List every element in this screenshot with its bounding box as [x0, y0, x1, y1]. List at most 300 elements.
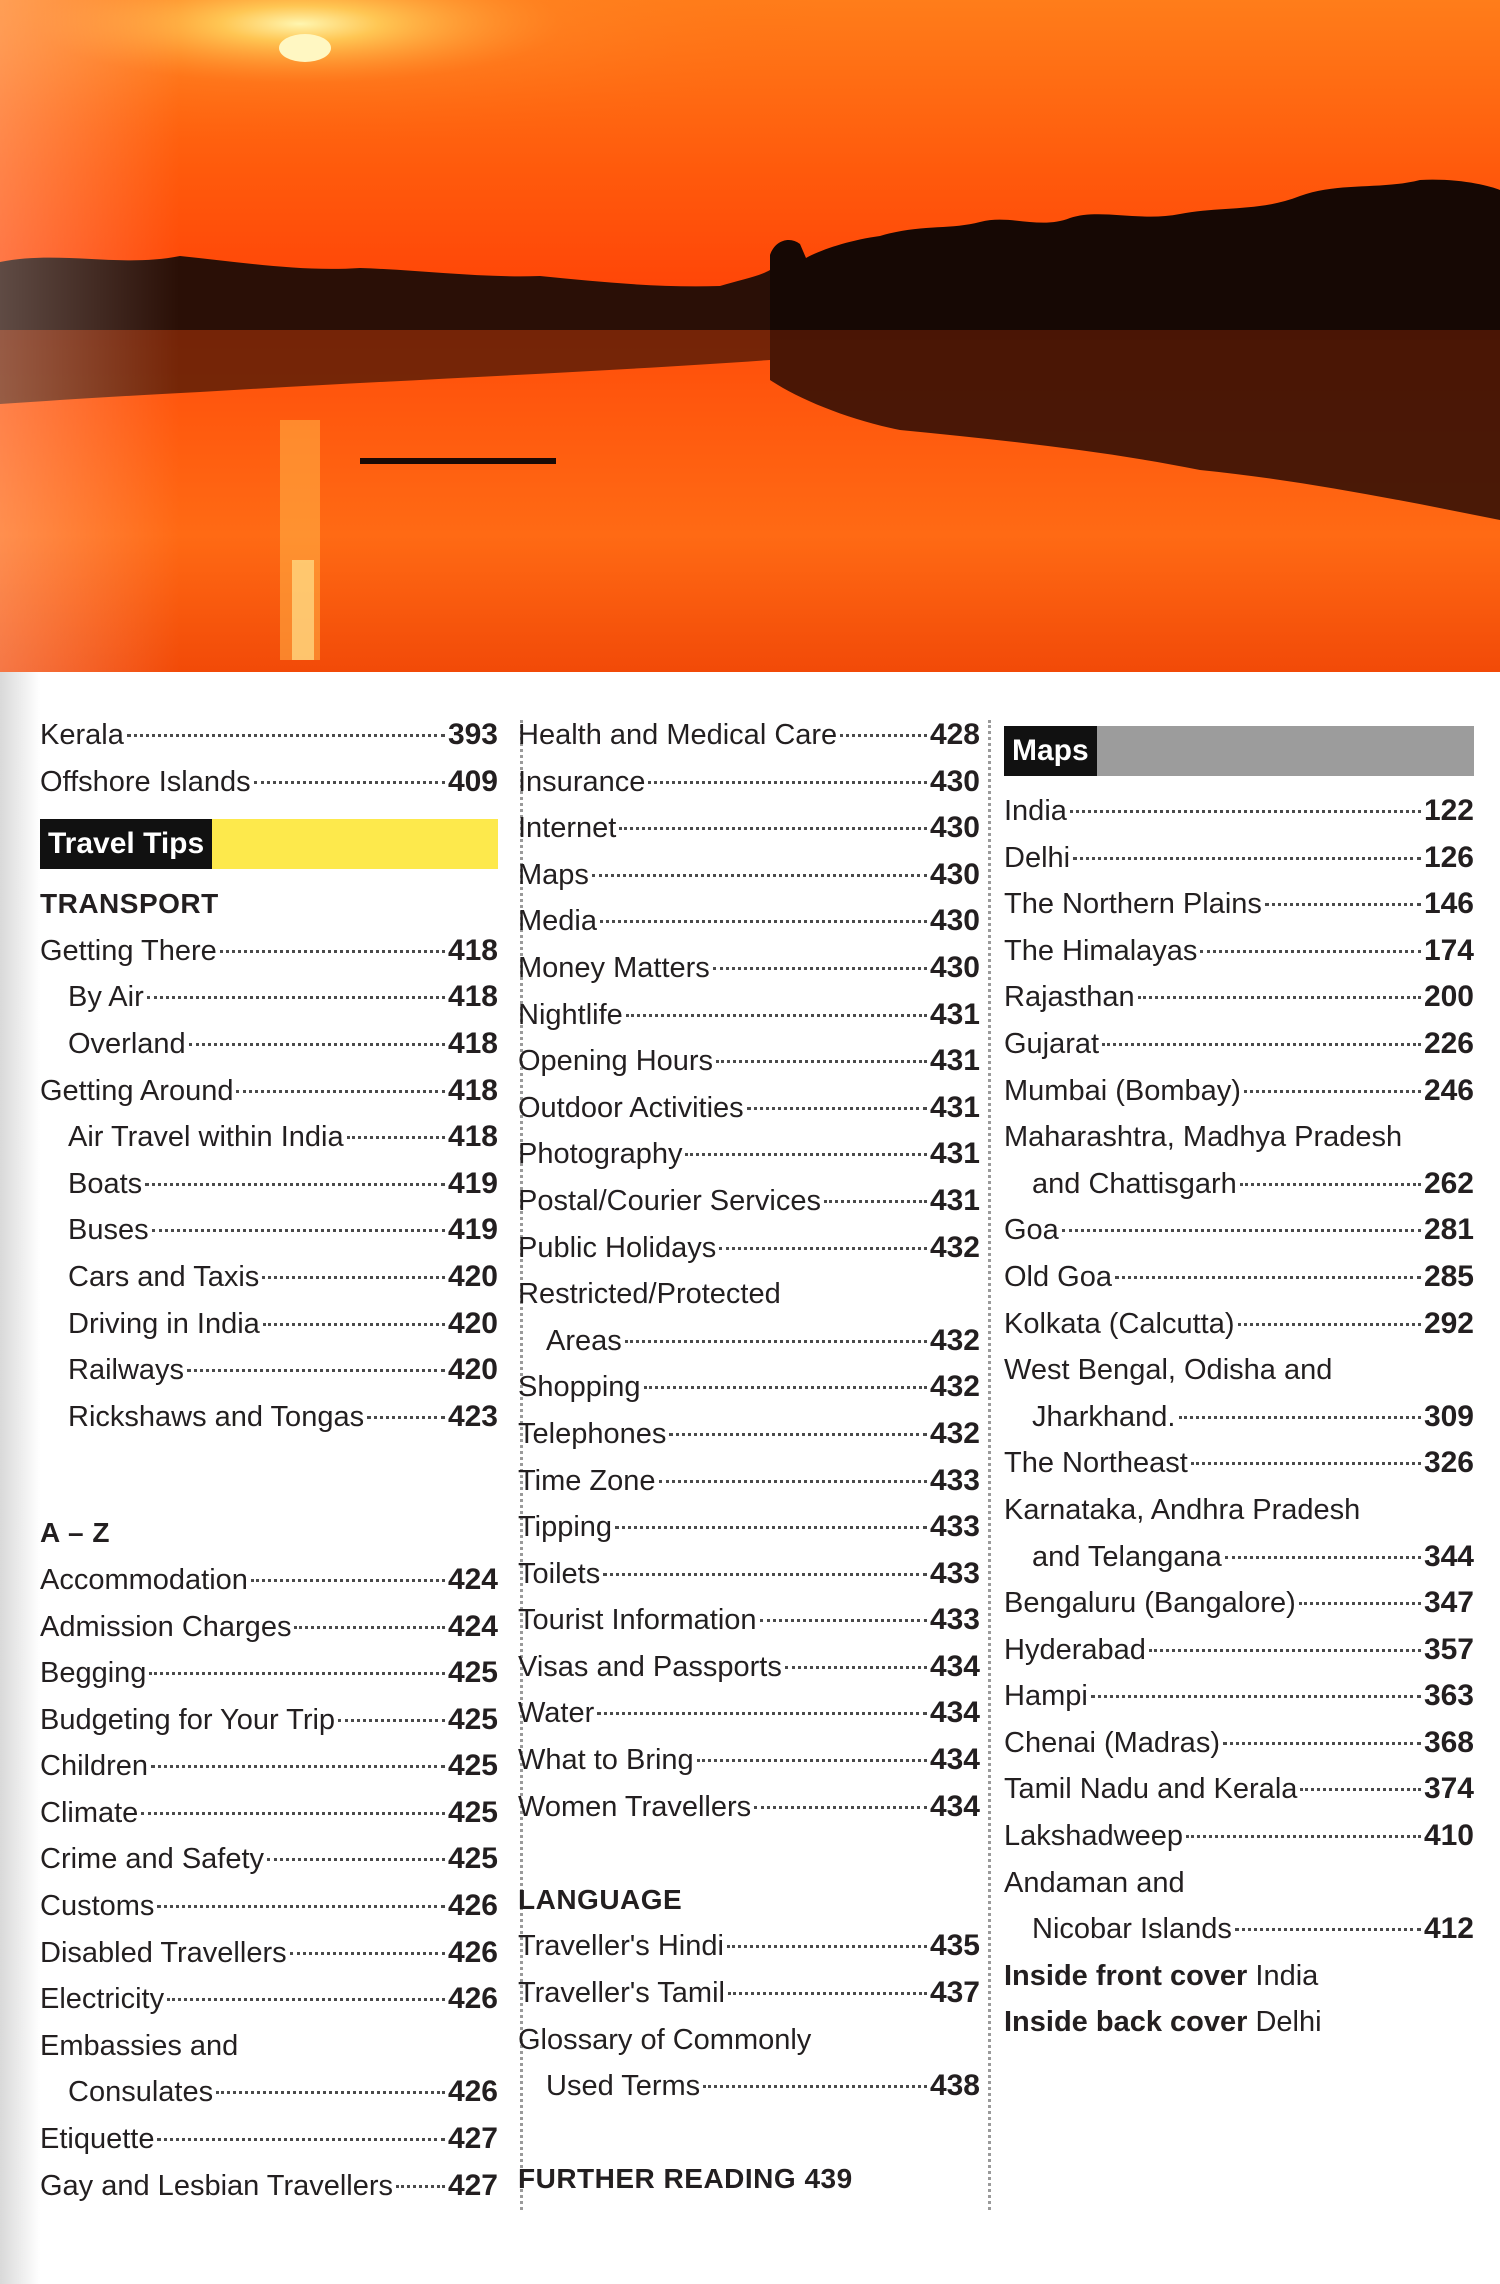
toc-entry-page: 431 [929, 997, 980, 1031]
dot-leader [294, 1626, 444, 1629]
toc-entry-page: 433 [929, 1603, 980, 1637]
toc-entry-page: 309 [1423, 1399, 1474, 1433]
dot-leader [1186, 1835, 1421, 1838]
dot-leader [254, 781, 445, 784]
toc-entry-page: 146 [1423, 887, 1474, 921]
maps-list [1004, 788, 1474, 1953]
toc-entry-label: and Telangana [1032, 1540, 1222, 1573]
dot-leader [189, 1043, 445, 1046]
toc-entry[interactable] [1004, 1068, 1474, 1115]
toc-entry-label: Disabled Travellers [40, 1936, 287, 1969]
toc-entry-label: Water [518, 1697, 595, 1730]
spacer [40, 1440, 498, 1510]
toc-entry-label: India [1004, 795, 1067, 827]
toc-entry-label: Driving in India [68, 1307, 260, 1340]
toc-entry[interactable] [1004, 1487, 1474, 1534]
toc-entry-label: Kolkata (Calcutta) [1004, 1307, 1235, 1340]
toc-entry-kerala[interactable] [40, 712, 498, 759]
toc-entry[interactable] [1004, 1860, 1474, 1907]
toc-entry[interactable] [40, 1394, 498, 1441]
column-divider [988, 720, 991, 2210]
toc-entry[interactable] [518, 1038, 980, 1085]
toc-entry-page: 433 [929, 1556, 980, 1590]
toc-entry-page: 285 [1423, 1259, 1474, 1293]
dot-leader [840, 734, 927, 737]
toc-entry-label: Delhi [1004, 841, 1071, 874]
toc-entry[interactable] [518, 805, 980, 852]
toc-entry-page: 423 [447, 1399, 498, 1433]
dot-leader [625, 1340, 927, 1343]
toc-entry-label: Budgeting for Your Trip [40, 1703, 336, 1736]
dot-leader [1091, 1695, 1421, 1698]
toc-entry[interactable] [518, 1178, 980, 1225]
toc-entry[interactable] [1004, 1207, 1474, 1254]
toc-entry-page: 433 [929, 1510, 980, 1544]
toc-entry[interactable] [40, 1161, 498, 1208]
toc-entry[interactable] [518, 1504, 980, 1551]
toc-entry[interactable] [518, 1970, 980, 2017]
dot-leader [1223, 1742, 1421, 1745]
toc-entry-page: 200 [1423, 980, 1474, 1014]
toc-entry[interactable] [518, 1131, 980, 1178]
dot-leader [149, 1672, 445, 1675]
toc-entry[interactable] [1004, 928, 1474, 975]
toc-entry[interactable] [518, 1923, 980, 1970]
toc-entry-page: 425 [447, 1656, 498, 1690]
toc-entry-page: 122 [1423, 794, 1474, 827]
toc-entry[interactable] [1004, 1906, 1474, 1953]
cover-map-name: India [1255, 1959, 1319, 1992]
dot-leader [760, 1619, 927, 1622]
toc-entry-page: 426 [447, 1982, 498, 2016]
toc-entry[interactable] [518, 1318, 980, 1365]
dot-leader [216, 2091, 445, 2094]
dot-leader [592, 874, 927, 877]
dot-leader [151, 1765, 445, 1768]
toc-entry-label: What to Bring [518, 1744, 694, 1777]
toc-entry[interactable] [40, 1557, 498, 1604]
toc-entry-label: Postal/Courier Services [518, 1184, 821, 1217]
maps-section-tab [1004, 726, 1474, 776]
spacer [518, 1830, 980, 1877]
toc-entry[interactable] [1004, 1254, 1474, 1301]
toc-entry-label: Children [40, 1750, 148, 1783]
page-gutter-shadow [0, 672, 40, 2284]
toc-entry[interactable] [1004, 1534, 1474, 1581]
toc-entry-page: 368 [1423, 1725, 1474, 1759]
dot-leader [1244, 1090, 1421, 1093]
toc-entry-label: Rajasthan [1004, 981, 1135, 1014]
toc-entry-page: 425 [447, 1795, 498, 1829]
toc-entry[interactable] [518, 1737, 980, 1784]
toc-entry-page: 281 [1423, 1213, 1474, 1247]
toc-entry-page: 344 [1423, 1539, 1474, 1573]
toc-entry[interactable] [1004, 881, 1474, 928]
further-reading-heading[interactable]: FURTHER READING 439 [518, 2163, 853, 2195]
transport-heading: TRANSPORT [40, 888, 219, 920]
toc-entry[interactable] [40, 1650, 498, 1697]
toc-entry[interactable] [518, 2063, 980, 2110]
toc-entry[interactable] [1004, 1394, 1474, 1441]
toc-entry-label: Glossary of Commonly [518, 2023, 812, 2056]
toc-entry-page: 434 [929, 1649, 980, 1683]
language-list [518, 1923, 980, 2109]
toc-entry[interactable] [40, 1068, 498, 1115]
toc-entry-page: 412 [1423, 1912, 1474, 1946]
toc-entry[interactable] [1004, 1347, 1474, 1394]
dot-leader [1149, 1649, 1421, 1652]
toc-entry[interactable] [40, 974, 498, 1021]
toc-entry-page: 430 [929, 857, 980, 891]
dot-leader [713, 967, 927, 970]
toc-entry-label: Mumbai (Bombay) [1004, 1074, 1241, 1107]
toc-entry[interactable] [40, 1743, 498, 1790]
toc-entry[interactable] [40, 1883, 498, 1930]
toc-entry[interactable] [1004, 1673, 1474, 1720]
toc-entry-page: 431 [929, 1183, 980, 1217]
toc-entry-page: 434 [929, 1743, 980, 1777]
toc-entry-page: 428 [929, 718, 980, 751]
toc-entry-page: 434 [929, 1789, 980, 1823]
toc-entry-label: Health and Medical Care [518, 719, 838, 751]
toc-entry-label: Insurance [518, 765, 646, 798]
toc-entry-page: 409 [447, 764, 498, 798]
dot-leader [396, 2185, 445, 2188]
toc-entry[interactable] [1004, 1021, 1474, 1068]
toc-entry[interactable] [518, 1085, 980, 1132]
dot-leader [145, 1183, 445, 1186]
toc-entry[interactable] [1004, 835, 1474, 882]
toc-entry-label: Buses [68, 1214, 149, 1247]
toc-entry[interactable] [1004, 1114, 1474, 1161]
toc-entry-label: Gujarat [1004, 1027, 1100, 1060]
toc-entry-label: Maps [518, 858, 589, 891]
toc-entry-label: Women Travellers [518, 1790, 752, 1823]
toc-entry-page: 434 [929, 1696, 980, 1730]
toc-entry-page: 427 [447, 2168, 498, 2202]
toc-entry[interactable] [1004, 1440, 1474, 1487]
toc-entry[interactable] [40, 1347, 498, 1394]
toc-entry-page: 292 [1423, 1306, 1474, 1340]
toc-entry-label: Andaman and [1004, 1866, 1185, 1899]
toc-entry-page: 425 [447, 1702, 498, 1736]
toc-entry[interactable] [40, 928, 498, 975]
toc-entry[interactable] [518, 1644, 980, 1691]
toc-entry-page: 430 [929, 811, 980, 845]
toc-entry-label: Lakshadweep [1004, 1820, 1183, 1853]
dot-leader [728, 1992, 927, 1995]
toc-entry-label: Tourist Information [518, 1604, 757, 1637]
toc-entry-label: Maharashtra, Madhya Pradesh [1004, 1121, 1403, 1154]
dot-leader [600, 920, 927, 923]
toc-entry[interactable] [1004, 1301, 1474, 1348]
toc-entry-page: 425 [447, 1749, 498, 1783]
toc-entry-page: 426 [447, 1889, 498, 1923]
toc-entry-label: Bengaluru (Bangalore) [1004, 1587, 1296, 1620]
toc-entry-page: 424 [447, 1562, 498, 1596]
toc-entry-label: Overland [68, 1027, 186, 1060]
toc-entry[interactable] [1004, 788, 1474, 835]
toc-entry[interactable] [518, 1784, 980, 1831]
toc-entry[interactable] [40, 1207, 498, 1254]
toc-entry[interactable] [40, 2023, 498, 2070]
toc-entry-page: 435 [929, 1929, 980, 1963]
dot-leader [824, 1200, 927, 1203]
toc-entry-label: Accommodation [40, 1563, 248, 1596]
dot-leader [187, 1369, 445, 1372]
toc-entry-label: Electricity [40, 1983, 165, 2016]
toc-entry-label: Opening Hours [518, 1045, 714, 1078]
dot-leader [1191, 1462, 1421, 1465]
dot-leader [727, 1945, 927, 1948]
toc-entry-label: Time Zone [518, 1464, 656, 1497]
dot-leader [716, 1060, 927, 1063]
toc-entry[interactable] [40, 2163, 498, 2210]
toc-entry-label: Nightlife [518, 998, 623, 1031]
toc-entry-page: 433 [929, 1463, 980, 1497]
toc-entry-label: Money Matters [518, 951, 710, 984]
toc-entry-page: 347 [1423, 1586, 1474, 1620]
dot-leader [1138, 996, 1421, 999]
toc-entry-label: Traveller's Tamil [518, 1977, 725, 2010]
dot-leader [1299, 1602, 1421, 1605]
cover-location-label: Inside front cover [1004, 1959, 1248, 1992]
toc-entry-label: The Himalayas [1004, 934, 1198, 967]
dot-leader [347, 1136, 445, 1139]
dot-leader [754, 1806, 927, 1809]
toc-entry-page: 226 [1423, 1026, 1474, 1060]
toc-entry-label: Embassies and [40, 2029, 239, 2062]
toc-entry[interactable] [40, 2069, 498, 2116]
toc-entry-page: 438 [929, 2069, 980, 2103]
toc-entry-page: 418 [447, 1073, 498, 1107]
toc-entry-label: By Air [68, 981, 144, 1014]
dot-leader [1115, 1276, 1421, 1279]
toc-entry-label: Etiquette [40, 2123, 155, 2156]
toc-entry[interactable] [1004, 1720, 1474, 1767]
toc-entry[interactable] [40, 2116, 498, 2163]
toc-entry-page: 419 [447, 1166, 498, 1200]
transport-list [40, 928, 498, 1441]
toc-entry-label: Goa [1004, 1214, 1059, 1247]
maps-label: Maps [1004, 726, 1097, 776]
toc-entry[interactable] [518, 2017, 980, 2064]
dot-leader [1062, 1229, 1421, 1232]
dot-leader [603, 1573, 927, 1576]
dot-leader [697, 1759, 927, 1762]
toc-entry[interactable] [40, 1604, 498, 1651]
sunset-illustration [0, 0, 1500, 672]
toc-entry-label: Customs [40, 1890, 155, 1923]
toc-entry-page: 374 [1423, 1772, 1474, 1806]
toc-entry-page: 246 [1423, 1073, 1474, 1107]
dot-leader [644, 1386, 927, 1389]
contents-column-1 [40, 712, 498, 2209]
toc-entry-label: Railways [68, 1354, 185, 1387]
a-z-heading: A – Z [40, 1517, 110, 1549]
toc-entry[interactable] [518, 852, 980, 899]
toc-entry-page: 418 [447, 1026, 498, 1060]
toc-entry-label: Nicobar Islands [1032, 1913, 1232, 1946]
toc-entry[interactable] [518, 1271, 980, 1318]
dot-leader [157, 1905, 445, 1908]
toc-entry-page: 426 [447, 1935, 498, 1969]
toc-entry-label: Media [518, 905, 597, 938]
toc-entry[interactable] [518, 1364, 980, 1411]
toc-entry[interactable] [1004, 1813, 1474, 1860]
toc-entry-label: Offshore Islands [40, 765, 251, 798]
toc-entry-page: 420 [447, 1306, 498, 1340]
toc-entry-page: 432 [929, 1416, 980, 1450]
dot-leader [747, 1107, 927, 1110]
dot-leader [167, 1998, 445, 2001]
toc-entry[interactable] [1004, 1766, 1474, 1813]
toc-entry-label: Tipping [518, 1511, 613, 1544]
toc-entry-page: 430 [929, 950, 980, 984]
toc-entry-label: Rickshaws and Tongas [68, 1400, 365, 1433]
toc-entry[interactable] [518, 945, 980, 992]
travel-tips-a-z-list [518, 712, 980, 1830]
toc-entry-label: Karnataka, Andhra Pradesh [1004, 1493, 1361, 1526]
toc-entry-page: 437 [929, 1976, 980, 2010]
a-z-list [40, 1557, 498, 2209]
toc-entry[interactable] [40, 1836, 498, 1883]
dot-leader [267, 1858, 445, 1861]
toc-entry[interactable] [518, 898, 980, 945]
toc-entry-label: Begging [40, 1657, 147, 1690]
toc-entry-label: Areas [546, 1324, 622, 1357]
dot-leader [619, 827, 927, 830]
toc-entry-page: 418 [447, 1120, 498, 1154]
toc-entry-label: Climate [40, 1796, 139, 1829]
toc-entry-page: 420 [447, 1259, 498, 1293]
dot-leader [1265, 903, 1421, 906]
dot-leader [1070, 810, 1421, 813]
toc-entry-page: 174 [1423, 933, 1474, 967]
toc-entry-offshore-islands[interactable] [40, 759, 498, 806]
dot-leader [669, 1433, 927, 1436]
dot-leader [251, 1579, 445, 1582]
toc-entry[interactable] [40, 1254, 498, 1301]
maps-bar [1097, 726, 1474, 776]
toc-entry-page: 393 [447, 718, 498, 751]
contents-column-2 [518, 712, 980, 2203]
toc-entry[interactable] [518, 1551, 980, 1598]
toc-entry-label: Crime and Safety [40, 1843, 265, 1876]
toc-entry-page: 420 [447, 1353, 498, 1387]
spacer [518, 2110, 980, 2157]
toc-entry-label: and Chattisgarh [1032, 1167, 1237, 1200]
toc-entry-page: 410 [1423, 1819, 1474, 1853]
toc-entry-label: Kerala [40, 719, 124, 751]
toc-entry[interactable] [40, 1976, 498, 2023]
dot-leader [597, 1712, 927, 1715]
toc-entry[interactable] [40, 1930, 498, 1977]
toc-entry-label: Getting Around [40, 1074, 234, 1107]
toc-entry-label: Hampi [1004, 1680, 1088, 1713]
toc-entry-page: 426 [447, 2075, 498, 2109]
dot-leader [152, 1229, 445, 1232]
toc-entry-page: 425 [447, 1842, 498, 1876]
language-heading: LANGUAGE [518, 1883, 683, 1915]
dot-leader [236, 1090, 444, 1093]
toc-entry-page: 357 [1423, 1632, 1474, 1666]
toc-entry-label: Telephones [518, 1417, 667, 1450]
toc-entry-page: 430 [929, 904, 980, 938]
toc-entry[interactable] [1004, 1580, 1474, 1627]
dot-leader [659, 1480, 927, 1483]
toc-entry[interactable] [518, 1597, 980, 1644]
toc-entry-page: 431 [929, 1090, 980, 1124]
toc-entry[interactable] [40, 1697, 498, 1744]
toc-entry[interactable] [40, 1301, 498, 1348]
toc-entry-page: 427 [447, 2122, 498, 2156]
toc-entry-label: Air Travel within India [68, 1121, 344, 1154]
toc-entry-label: Public Holidays [518, 1231, 717, 1264]
toc-entry[interactable] [1004, 974, 1474, 1021]
toc-entry-page: 432 [929, 1323, 980, 1357]
toc-entry-page: 126 [1423, 840, 1474, 874]
toc-entry-label: Internet [518, 812, 617, 845]
toc-entry[interactable] [40, 1114, 498, 1161]
toc-entry[interactable] [518, 1225, 980, 1272]
inside-back-cover-entry[interactable] [1004, 1999, 1474, 2046]
dot-leader [1200, 950, 1421, 953]
toc-entry-page: 262 [1423, 1166, 1474, 1200]
inside-front-cover-entry[interactable] [1004, 1953, 1474, 2000]
dot-leader [338, 1719, 445, 1722]
toc-entry[interactable] [518, 712, 980, 759]
dot-leader [141, 1812, 445, 1815]
dot-leader [1238, 1323, 1421, 1326]
toc-entry-label: Admission Charges [40, 1610, 292, 1643]
toc-entry[interactable] [1004, 1627, 1474, 1674]
dot-leader [626, 1014, 927, 1017]
toc-entry-page: 418 [447, 980, 498, 1014]
toc-entry[interactable] [40, 1021, 498, 1068]
dot-leader [1300, 1788, 1421, 1791]
dot-leader [1179, 1416, 1421, 1419]
toc-entry[interactable] [518, 1690, 980, 1737]
toc-entry[interactable] [1004, 1161, 1474, 1208]
toc-entry[interactable] [518, 992, 980, 1039]
toc-entry[interactable] [518, 759, 980, 806]
dot-leader [615, 1526, 927, 1529]
toc-entry-page: 419 [447, 1213, 498, 1247]
dot-leader [1073, 857, 1421, 860]
dot-leader [685, 1153, 926, 1156]
toc-entry-page: 431 [929, 1137, 980, 1171]
dot-leader [785, 1666, 927, 1669]
dot-leader [1240, 1183, 1421, 1186]
toc-entry-label: Outdoor Activities [518, 1091, 744, 1124]
toc-entry-label: Jharkhand. [1032, 1400, 1176, 1433]
toc-entry[interactable] [518, 1458, 980, 1505]
toc-entry-label: Photography [518, 1138, 683, 1171]
toc-entry-label: Restricted/Protected [518, 1278, 781, 1311]
toc-entry[interactable] [518, 1411, 980, 1458]
sunset-river-photo [0, 0, 1500, 672]
dot-leader [220, 950, 445, 953]
toc-entry[interactable] [40, 1790, 498, 1837]
toc-entry-label: The Northeast [1004, 1447, 1188, 1480]
toc-entry-label: Boats [68, 1167, 143, 1200]
dot-leader [262, 1276, 445, 1279]
toc-entry-label: Visas and Passports [518, 1650, 782, 1683]
toc-entry-label: Toilets [518, 1557, 601, 1590]
toc-entry-label: Shopping [518, 1371, 641, 1404]
toc-entry-label: Used Terms [546, 2070, 701, 2103]
